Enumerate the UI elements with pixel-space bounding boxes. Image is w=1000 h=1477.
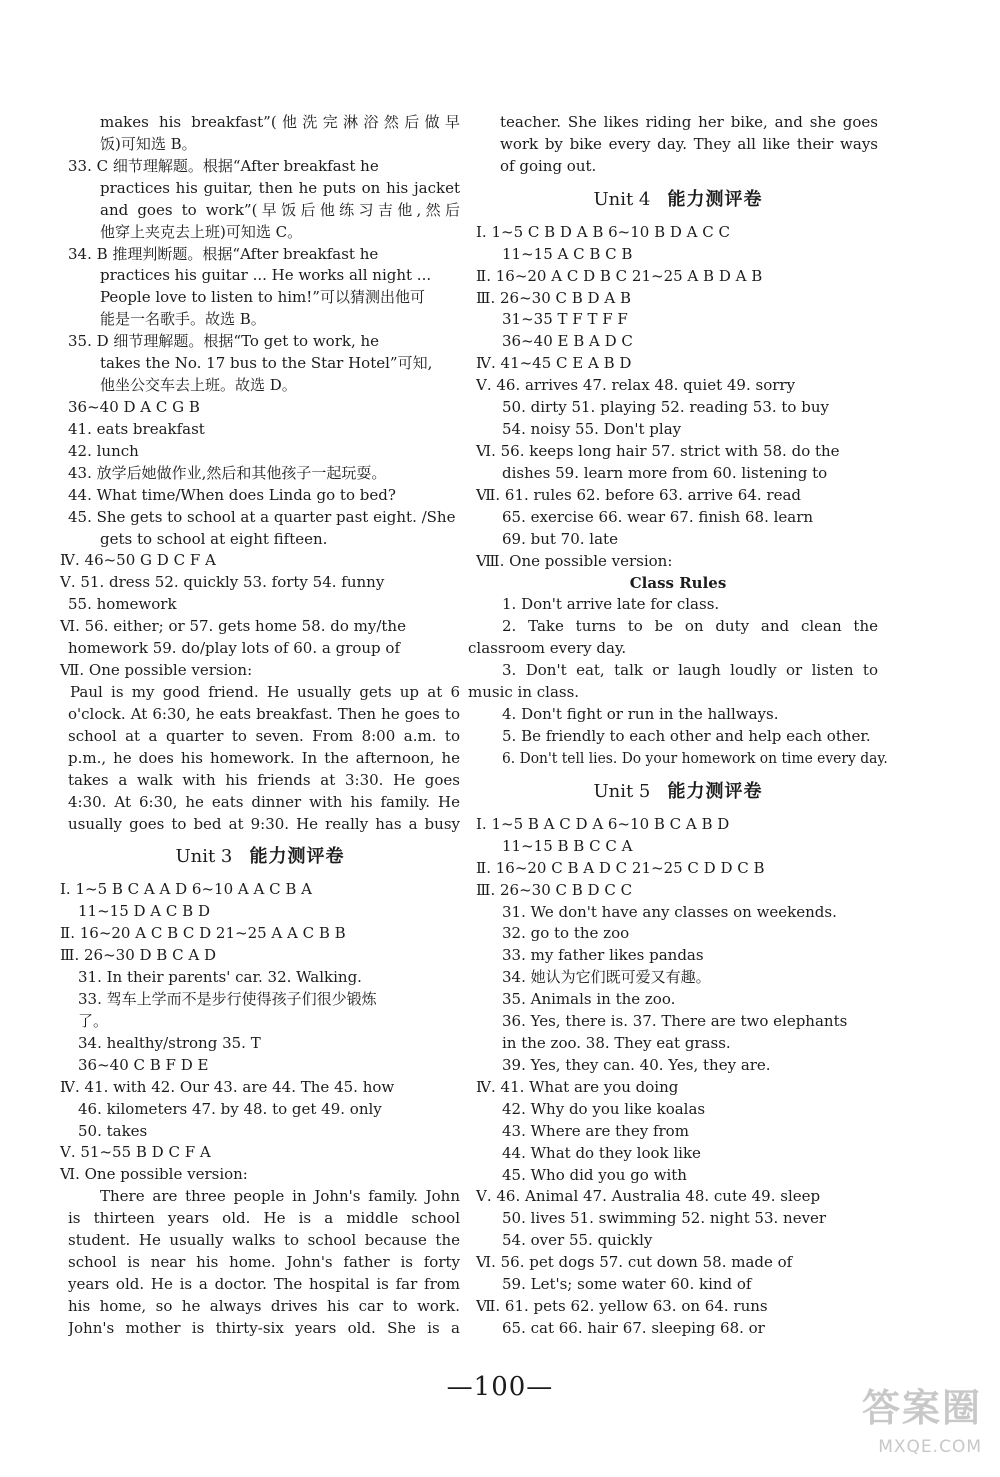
answer-line — [468, 858, 888, 880]
answer-line — [468, 288, 888, 310]
answer-text: 42. lunch — [68, 441, 139, 460]
answer-text: 42. Why do you like koalas — [502, 1099, 706, 1118]
answer-text: 36~40 D A C G B — [68, 397, 200, 416]
answer-text: 36~40 E B A D C — [502, 332, 633, 351]
answer-line — [60, 660, 460, 682]
answer-line — [468, 748, 888, 770]
unit-heading — [468, 178, 888, 222]
answer-text: takes the No. 17 bus to the Star Hotel”可知, — [100, 354, 433, 373]
answer-line — [60, 112, 460, 134]
answer-text: is thirteen years old. He is a middle school — [68, 1209, 460, 1228]
answer-text: 59. Let's; some water 60. kind of — [502, 1275, 752, 1294]
answer-text: 32. go to the zoo — [502, 924, 630, 943]
answer-text: 31. In their parents' car. 32. Walking. — [78, 968, 362, 987]
answer-line — [60, 529, 460, 551]
answer-line — [60, 1077, 460, 1099]
answer-line — [468, 1033, 888, 1055]
answer-line — [60, 397, 460, 419]
subheading-text: Class Rules — [629, 573, 727, 592]
answer-line — [468, 814, 888, 836]
answer-text: Ⅳ. 41~45 C E A B D — [476, 354, 632, 373]
answer-line — [468, 112, 888, 134]
answer-line — [60, 1274, 460, 1296]
answer-text: 31. We don't have any classes on weekends. — [502, 902, 837, 921]
left-column — [60, 112, 460, 1340]
answer-line — [468, 1274, 888, 1296]
answer-text: work by bike every day. They all like their ways — [500, 134, 878, 153]
answer-text: 1. Don't arrive late for class. — [502, 595, 720, 614]
unit-heading — [60, 835, 460, 879]
answer-line — [60, 594, 460, 616]
answer-line — [60, 923, 460, 945]
answer-text: 35. Animals in the zoo. — [502, 990, 676, 1009]
answer-text: Ⅰ. 1~5 B A C D A 6~10 B C A B D — [476, 814, 730, 833]
answer-line — [468, 1230, 888, 1252]
answer-text: 34. 她认为它们既可爱又有趣。 — [502, 968, 711, 987]
answer-text: 33. 驾车上学而不是步行使得孩子们很少锻炼 — [78, 990, 377, 1009]
answer-line — [468, 1099, 888, 1121]
answer-text: 54. over 55. quickly — [502, 1231, 653, 1250]
answer-text: 33. C 细节理解题。根据“After breakfast he — [68, 156, 379, 175]
answer-line — [60, 1230, 460, 1252]
answer-line — [468, 1208, 888, 1230]
answer-line — [468, 616, 888, 638]
answer-text: Ⅶ. 61. rules 62. before 63. arrive 64. read — [476, 485, 802, 504]
answer-text: Ⅵ. 56. keeps long hair 57. strict with 58. do the — [476, 441, 840, 460]
answer-text: 3. Don't eat, talk or laugh loudly or listen to — [502, 661, 878, 680]
answer-line — [60, 463, 460, 485]
answer-line — [468, 594, 888, 616]
answer-line — [60, 1099, 460, 1121]
answer-line — [60, 375, 460, 397]
answer-text: 34. healthy/strong 35. T — [78, 1033, 261, 1052]
answer-text: Ⅶ. 61. pets 62. yellow 63. on 64. runs — [476, 1297, 768, 1316]
answer-line — [468, 331, 888, 353]
unit-label: Unit 4 — [593, 188, 651, 210]
answer-text: Ⅱ. 16~20 C B A D C 21~25 C D D C B — [476, 858, 765, 877]
answer-line — [468, 1296, 888, 1318]
answer-text: Ⅵ. 56. pet dogs 57. cut down 58. made of — [476, 1253, 793, 1272]
answer-text: John's mother is thirty-six years old. She is a — [68, 1318, 460, 1337]
answer-text: Ⅲ. 26~30 C B D C C — [476, 880, 633, 899]
answer-text: Ⅰ. 1~5 C B D A B 6~10 B D A C C — [476, 222, 730, 241]
answer-line — [60, 485, 460, 507]
answer-text: 能是一名歌手。故选 B。 — [100, 310, 266, 329]
answer-line — [468, 222, 888, 244]
answer-text: 他穿上夹克去上班)可知选 C。 — [100, 222, 303, 241]
answer-text: dishes 59. learn more from 60. listening to — [502, 463, 828, 482]
answer-line — [60, 1318, 460, 1340]
right-column — [468, 112, 888, 1340]
answer-text: school is near his home. John's father is forty — [68, 1253, 460, 1272]
answer-text: makes his breakfast”(他洗完淋浴然后做早 — [100, 113, 460, 131]
answer-text: Ⅳ. 46~50 G D C F A — [60, 551, 216, 570]
answer-text: Ⅴ. 46. arrives 47. relax 48. quiet 49. sorry — [476, 376, 796, 395]
answer-line — [60, 748, 460, 770]
answer-text: p.m., he does his homework. In the afternoon, he — [68, 748, 460, 767]
answer-line — [60, 1055, 460, 1077]
answer-line — [468, 1318, 888, 1340]
answer-line — [60, 638, 460, 660]
answer-text: 54. noisy 55. Don't play — [502, 420, 682, 439]
answer-text: of going out. — [500, 156, 597, 175]
answer-text: 46. kilometers 47. by 48. to get 49. only — [78, 1099, 382, 1118]
unit-title: 能力测评卷 — [667, 780, 763, 802]
unit-label: Unit 5 — [593, 780, 651, 802]
answer-text: Ⅲ. 26~30 C B D A B — [476, 288, 631, 307]
answer-line — [60, 1208, 460, 1230]
answer-line — [60, 156, 460, 178]
answer-text: years old. He is a doctor. The hospital is far from — [68, 1275, 460, 1294]
answer-text: Ⅳ. 41. What are you doing — [476, 1077, 679, 1096]
answer-text: school at a quarter to seven. From 8:00 a.m. to — [68, 726, 460, 745]
answer-line — [468, 375, 888, 397]
answer-line — [468, 309, 888, 331]
answer-line — [468, 507, 888, 529]
answer-line — [60, 726, 460, 748]
answer-text: 6. Don't tell lies. Do your homework on time every day. — [502, 748, 888, 767]
watermark-logo — [822, 1377, 982, 1457]
answer-text: 50. dirty 51. playing 52. reading 53. to buy — [502, 398, 829, 417]
answer-text: 65. cat 66. hair 67. sleeping 68. or — [502, 1319, 765, 1338]
answer-line — [60, 507, 460, 529]
answer-line — [60, 1033, 460, 1055]
answer-line — [468, 266, 888, 288]
page-number: —100— — [446, 1372, 554, 1402]
answer-line — [60, 134, 460, 156]
answer-text: 50. lives 51. swimming 52. night 53. never — [502, 1209, 827, 1228]
answer-text: 45. She gets to school at a quarter past eight. /She — [68, 507, 456, 526]
answer-line — [60, 945, 460, 967]
unit-title: 能力测评卷 — [667, 188, 763, 210]
answer-line — [60, 682, 460, 704]
answer-text: 44. What time/When does Linda go to bed? — [68, 485, 396, 504]
answer-line — [468, 134, 888, 156]
answer-line — [468, 726, 888, 748]
answer-text: 11~15 B B C C A — [502, 836, 633, 855]
unit-heading — [468, 770, 888, 814]
answer-line — [60, 814, 460, 836]
answer-text: student. He usually walks to school because the — [68, 1231, 460, 1250]
answer-line — [60, 200, 460, 222]
answer-line — [468, 902, 888, 924]
answer-text: 33. my father likes pandas — [502, 946, 704, 965]
answer-text: takes a walk with his friends at 3:30. He goes — [68, 770, 460, 789]
answer-text: Ⅱ. 16~20 A C B C D 21~25 A A C B B — [60, 924, 346, 943]
answer-text: People love to listen to him!”可以猜测出他可 — [100, 288, 425, 307]
answer-text: 45. Who did you go with — [502, 1165, 687, 1184]
answer-line — [60, 616, 460, 638]
answer-text: usually goes to bed at 9:30. He really has a busy — [68, 814, 460, 833]
section-subheading — [468, 573, 888, 595]
answer-line — [60, 309, 460, 331]
answer-line — [468, 1077, 888, 1099]
answer-text: 饭)可知选 B。 — [100, 134, 197, 153]
answer-text: and goes to work”(早饭后他练习吉他,然后 — [100, 200, 460, 219]
answer-text: practices his guitar, then he puts on his jacket — [100, 178, 460, 197]
answer-text: homework 59. do/play lots of 60. a group of — [68, 639, 401, 658]
answer-line — [60, 550, 460, 572]
unit-label: Unit 3 — [175, 846, 233, 868]
answer-line — [60, 1164, 460, 1186]
answer-line — [60, 879, 460, 901]
answer-line — [60, 1011, 460, 1033]
answer-text: Ⅷ. One possible version: — [476, 551, 673, 570]
answer-line — [60, 1121, 460, 1143]
answer-line — [468, 529, 888, 551]
answer-line — [468, 1055, 888, 1077]
answer-text: 43. 放学后她做作业,然后和其他孩子一起玩耍。 — [68, 463, 387, 482]
answer-text: Ⅲ. 26~30 D B C A D — [60, 946, 216, 965]
answer-line — [60, 770, 460, 792]
answer-line — [60, 353, 460, 375]
answer-text: 50. takes — [78, 1121, 148, 1140]
answer-line — [468, 1186, 888, 1208]
answer-line — [60, 901, 460, 923]
answer-line — [468, 836, 888, 858]
answer-text: 2. Take turns to be on duty and clean the — [502, 617, 878, 636]
answer-text: his home, so he always drives his car to work. — [68, 1296, 460, 1315]
answer-text: Ⅶ. One possible version: — [60, 661, 253, 680]
answer-line — [468, 463, 888, 485]
answer-line — [60, 704, 460, 726]
answer-text: Ⅴ. 51. dress 52. quickly 53. forty 54. funny — [60, 573, 385, 592]
answer-text: Ⅱ. 16~20 A C D B C 21~25 A B D A B — [476, 266, 763, 285]
answer-text: 39. Yes, they can. 40. Yes, they are. — [502, 1055, 771, 1074]
answer-text: 44. What do they look like — [502, 1143, 701, 1162]
answer-line — [468, 419, 888, 441]
answer-line — [468, 704, 888, 726]
answer-line — [468, 397, 888, 419]
answer-line — [60, 989, 460, 1011]
answer-line — [60, 265, 460, 287]
answer-line — [468, 156, 888, 178]
answer-line — [60, 572, 460, 594]
answer-text: in the zoo. 38. They eat grass. — [502, 1034, 731, 1053]
answer-text: 4. Don't fight or run in the hallways. — [502, 705, 779, 724]
answer-text: teacher. She likes riding her bike, and she goes — [500, 113, 878, 131]
answer-text: 4:30. At 6:30, he eats dinner with his family. He — [68, 792, 460, 811]
answer-line — [60, 967, 460, 989]
answer-line — [468, 1143, 888, 1165]
answer-line — [468, 353, 888, 375]
answer-line — [468, 880, 888, 902]
answer-line — [468, 1121, 888, 1143]
answer-text: 69. but 70. late — [502, 529, 618, 548]
answer-text: 35. D 细节理解题。根据“To get to work, he — [68, 332, 380, 351]
answer-line — [60, 331, 460, 353]
answer-line — [60, 1252, 460, 1274]
answer-text: 11~15 A C B C B — [502, 244, 633, 263]
answer-text: 43. Where are they from — [502, 1121, 689, 1140]
answer-line — [468, 660, 888, 682]
watermark-url: MXQE.COM — [878, 1437, 982, 1457]
answer-line — [468, 485, 888, 507]
unit-title: 能力测评卷 — [249, 846, 345, 868]
answer-line — [60, 244, 460, 266]
answer-text: 他坐公交车去上班。故选 D。 — [100, 376, 297, 395]
answer-text: Ⅳ. 41. with 42. Our 43. are 44. The 45. how — [60, 1077, 395, 1096]
answer-line — [468, 1011, 888, 1033]
answer-text: classroom every day. — [468, 639, 627, 658]
answer-text: Ⅴ. 46. Animal 47. Australia 48. cute 49. sleep — [476, 1187, 821, 1206]
answer-line — [468, 989, 888, 1011]
answer-text: 36~40 C B F D E — [78, 1055, 209, 1074]
answer-line — [468, 1252, 888, 1274]
answer-text: Ⅰ. 1~5 B C A A D 6~10 A A C B A — [60, 880, 312, 899]
answer-text: 34. B 推理判断题。根据“After breakfast he — [68, 244, 379, 263]
answer-line — [60, 222, 460, 244]
answer-line — [60, 1296, 460, 1318]
answer-text: 55. homework — [68, 595, 177, 614]
answer-text: There are three people in John's family. John — [100, 1187, 460, 1206]
answer-text: Ⅴ. 51~55 B D C F A — [60, 1143, 211, 1162]
answer-line — [468, 638, 888, 660]
answer-text: Ⅵ. One possible version: — [60, 1165, 248, 1184]
answer-line — [60, 419, 460, 441]
answer-text: practices his guitar ... He works all night ... — [100, 266, 432, 285]
answer-text: 11~15 D A C B D — [78, 902, 210, 921]
answer-line — [468, 441, 888, 463]
answer-line — [468, 244, 888, 266]
answer-line — [60, 792, 460, 814]
answer-line — [468, 967, 888, 989]
answer-line — [468, 682, 888, 704]
answer-text: o'clock. At 6:30, he eats breakfast. Then he goes to — [68, 704, 460, 723]
answer-text: 65. exercise 66. wear 67. finish 68. learn — [502, 507, 814, 526]
answer-text: Ⅵ. 56. either; or 57. gets home 58. do my/the — [60, 617, 406, 636]
watermark-title: 答案圈 — [861, 1386, 982, 1430]
answer-line — [60, 441, 460, 463]
answer-line — [468, 551, 888, 573]
answer-text: 41. eats breakfast — [68, 419, 205, 438]
answer-text: 5. Be friendly to each other and help each other. — [502, 726, 871, 745]
answer-text: 了。 — [78, 1011, 109, 1030]
answer-line — [60, 1142, 460, 1164]
answer-line — [468, 923, 888, 945]
answer-text: music in class. — [468, 683, 580, 702]
answer-text: Paul is my good friend. He usually gets up at 6 — [70, 682, 460, 701]
answer-line — [468, 945, 888, 967]
answer-text: 31~35 T F T F F — [502, 310, 628, 329]
answer-line — [468, 1165, 888, 1187]
answer-line — [60, 287, 460, 309]
answer-text: 36. Yes, there is. 37. There are two elephants — [502, 1012, 848, 1031]
answer-text: gets to school at eight fifteen. — [100, 529, 328, 548]
answer-line — [60, 1186, 460, 1208]
answer-line — [60, 178, 460, 200]
